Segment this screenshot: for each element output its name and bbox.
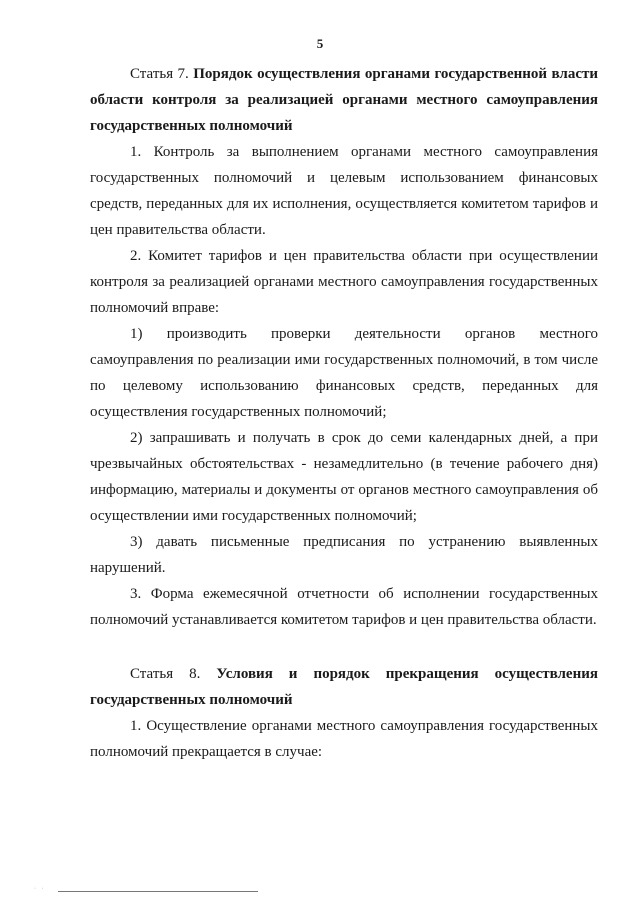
article-8-title: Условия и порядок прекращения осуществления государственных полномочий xyxy=(90,666,598,708)
article-7-paragraph-2: 2. Комитет тарифов и цен правительства области при осуществлении контроля за реализацией органами местного самоуправления государственных полномочий вправе: xyxy=(90,248,598,316)
article-7-prefix: Статья 7. xyxy=(130,66,189,82)
article-7-item-1: 1) производить проверки деятельности органов местного самоуправления по реализации ими государственных полномочий, в том числе по целевому использованию финансовых средств, переданных для осуществления государственных полномочий; xyxy=(90,326,598,420)
article-8-prefix: Статья 8. xyxy=(130,666,201,682)
article-7-paragraph-3: 3. Форма ежемесячной отчетности об исполнении государственных полномочий устанавливается комитетом тарифов и цен правительства области. xyxy=(90,586,598,628)
document-body xyxy=(90,61,598,765)
article-7-item-2: 2) запрашивать и получать в срок до семи календарных дней, а при чрезвычайных обстоятельствах - незамедлительно (в течение рабочего дня) информацию, материалы и документы от органов местного самоуправления об осуществлении ими государственных полномочий; xyxy=(90,430,598,524)
article-7-title: Порядок осуществления органами государственной власти области контроля за реализацией органами местного самоуправления государственных полномочий xyxy=(90,66,598,134)
article-7-heading xyxy=(90,61,598,139)
page-number: 5 xyxy=(316,36,324,51)
article-8-paragraph-1: 1. Осуществление органами местного самоуправления государственных полномочий прекращается в случае: xyxy=(90,718,598,760)
article-7-item-3: 3) давать письменные предписания по устранению выявленных нарушений. xyxy=(90,534,598,576)
article-spacer xyxy=(90,633,598,661)
scan-marks: · · xyxy=(34,886,46,892)
article-8-heading xyxy=(90,661,598,713)
article-7-paragraph-1: 1. Контроль за выполнением органами местного самоуправления государственных полномочий и целевым использованием финансовых средств, переданных для их исполнения, осуществляется комитетом тарифов и цен правительства области. xyxy=(90,144,598,238)
footnote-rule xyxy=(58,891,258,892)
